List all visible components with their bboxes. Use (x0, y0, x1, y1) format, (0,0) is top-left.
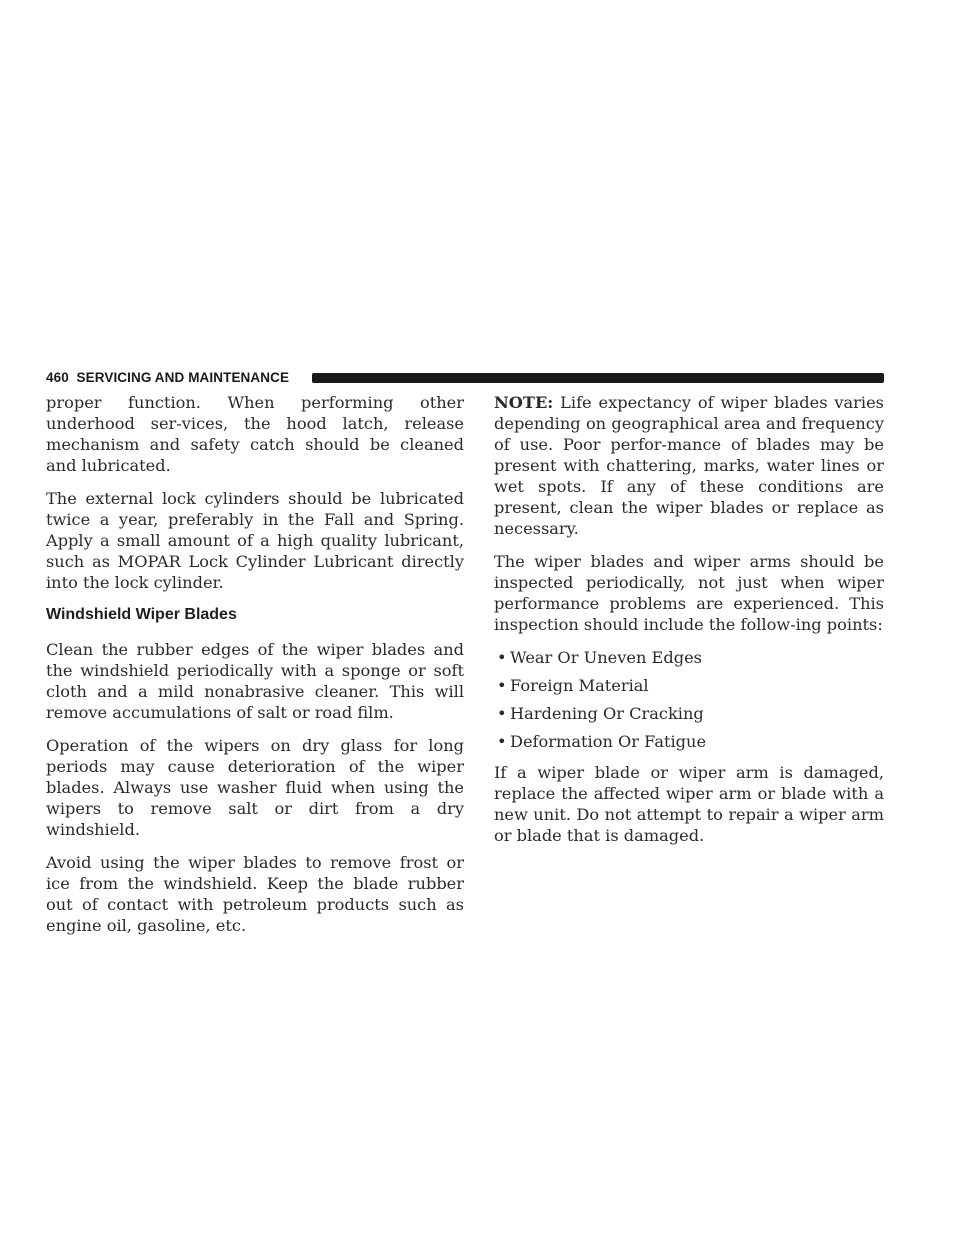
paragraph-inspection: The wiper blades and wiper arms should be inspected periodically, not just when wiper performance problems are experienced. This inspection should include the follow-ing points: (494, 552, 884, 634)
page-header (46, 370, 884, 386)
list-item: • Wear Or Uneven Edges (497, 648, 702, 667)
left-column (46, 392, 464, 948)
note-paragraph (494, 392, 884, 539)
paragraph-clean-blades: Clean the rubber edges of the wiper blades and the windshield periodically with a sponge or soft cloth and a mild nonabrasive cleaner. This will remove accumulations of salt or road film. (46, 640, 464, 722)
page-header-text (46, 370, 289, 386)
inspection-points-list (494, 647, 884, 752)
paragraph-avoid-frost: Avoid using the wiper blades to remove frost or ice from the windshield. Keep the blade rubber out of contact with petroleum products such as engine oil, gasoline, etc. (46, 853, 464, 935)
paragraph-dry-glass: Operation of the wipers on dry glass for long periods may cause deterioration of the wiper blades. Always use washer fluid when using the wipers to remove salt or dirt from a dry windshield. (46, 736, 464, 839)
header-rule (312, 373, 884, 383)
note-text: Life expectancy of wiper blades varies depending on geographical area and frequency of use. Poor perfor-mance of blades may be present with chattering, marks, water lines or wet spots. If any of these conditions are present, clean the wiper blades or replace as necessary. (494, 393, 884, 538)
bullet-icon: • (497, 732, 507, 751)
list-item: • Hardening Or Cracking (497, 704, 704, 723)
paragraph-damaged: If a wiper blade or wiper arm is damaged, replace the affected wiper arm or blade with a new unit. Do not attempt to repair a wiper arm or blade that is damaged. (494, 763, 884, 845)
bullet-icon: • (497, 648, 507, 667)
bullet-icon: • (497, 704, 507, 723)
page-number: 460 (46, 370, 69, 385)
section-heading-wiper-blades: Windshield Wiper Blades (46, 606, 237, 623)
list-item: • Foreign Material (497, 676, 649, 695)
right-column (494, 392, 884, 858)
note-label: NOTE: (494, 393, 554, 412)
list-item: • Deformation Or Fatigue (497, 732, 707, 751)
paragraph-lock-cylinders: The external lock cylinders should be lubricated twice a year, preferably in the Fall and Spring. Apply a small amount of a high quality lubricant, such as MOPAR Lock Cylinder Lubricant directly into the lock cylinder. (46, 489, 464, 592)
section-title: SERVICING AND MAINTENANCE (76, 370, 290, 385)
paragraph-underhood: proper function. When performing other underhood ser-vices, the hood latch, release mechanism and safety catch should be cleaned and lubricated. (46, 393, 464, 475)
bullet-icon: • (497, 676, 507, 695)
